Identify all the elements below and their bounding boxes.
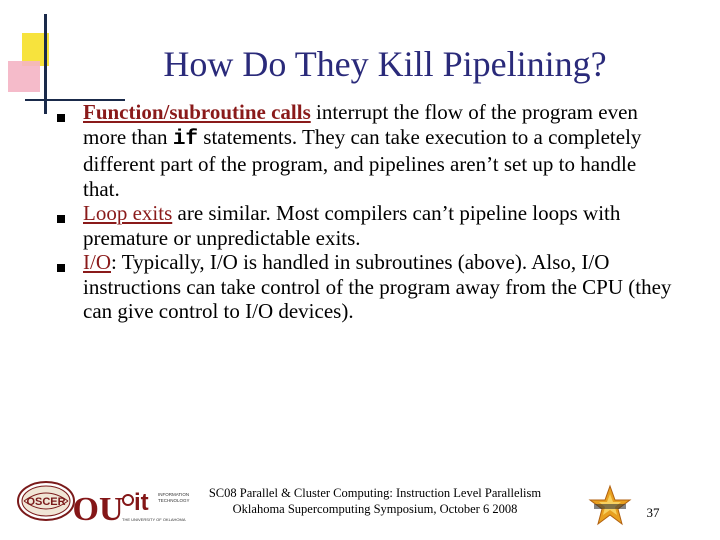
bullet-text: : Typically, I/O is handled in subroutines (above). Also, I/O instructions can take control of the program away from the CPU (they can give control to I/O devices). [83, 250, 672, 323]
it-logo [120, 486, 190, 526]
svg-text:TECHNOLOGY: TECHNOLOGY [158, 498, 190, 503]
svg-text:OU: OU [72, 491, 124, 528]
bullet-highlight: Loop exits [83, 201, 173, 225]
bullet-square-icon [57, 264, 65, 272]
bullet-highlight: Function/subroutine calls [83, 100, 311, 124]
bullet-item [52, 100, 672, 201]
bullet-square-icon [57, 215, 65, 223]
ou-logo [72, 484, 124, 528]
star-logo [586, 484, 634, 526]
bullet-text: are similar. Most compilers can’t pipeline loops with premature or unpredictable exits. [83, 201, 621, 250]
svg-text:THE UNIVERSITY OF OKLAHOMA: THE UNIVERSITY OF OKLAHOMA [122, 517, 186, 522]
svg-text:it: it [134, 489, 149, 516]
bullet-square-icon [57, 114, 65, 122]
bullet-item [52, 201, 672, 250]
footer-caption [175, 485, 575, 517]
bullet-text: statements. They can take execution to a completely different part of the program, and pipelines aren’t set up to handle that. [83, 124, 642, 201]
oscer-logo [16, 480, 76, 522]
code-keyword: if [172, 127, 199, 151]
footer-line-2: Oklahoma Supercomputing Symposium, October 6 2008 [232, 502, 518, 516]
svg-text:INFORMATION: INFORMATION [158, 492, 190, 497]
bullet-highlight: I/O [83, 250, 111, 274]
footer-line-1: SC08 Parallel & Cluster Computing: Instruction Level Parallelism [208, 486, 542, 500]
page-number: 37 [646, 505, 660, 520]
slide-title: How Do They Kill Pipelining? [163, 44, 607, 84]
decorative-pink-square [8, 61, 40, 92]
bullet-list [52, 100, 672, 324]
bullet-item [52, 250, 672, 324]
bullet-text: interrupt the flow of the program even more than [83, 100, 638, 149]
svg-text:OSCER: OSCER [26, 496, 66, 508]
